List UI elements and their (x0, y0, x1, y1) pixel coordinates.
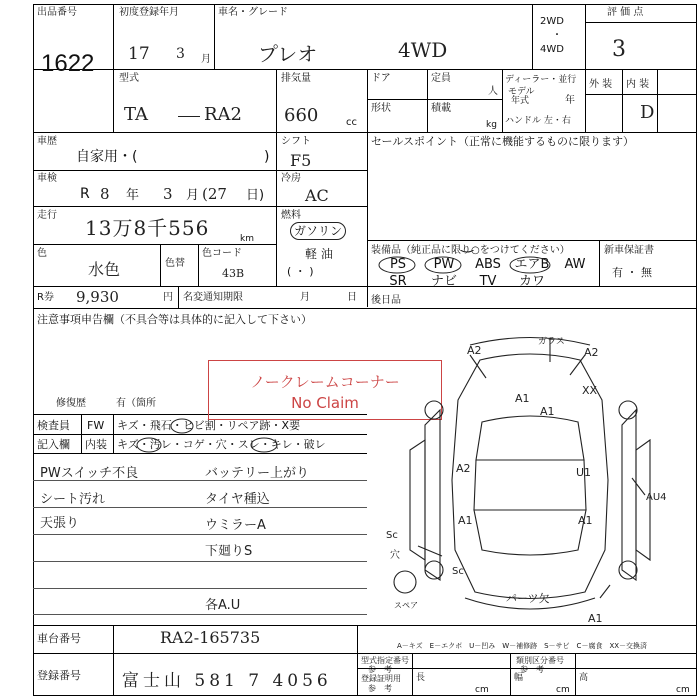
diagram-mark-11: A1 (578, 514, 593, 527)
equipment-leather: カワ (518, 274, 545, 289)
inspection-label: 車検 (37, 173, 57, 184)
diagram-mark-6: A1 (540, 405, 555, 418)
no-claim-stamp-jp: ノークレームコーナー (250, 373, 400, 391)
diagram-mark-14: Sc (452, 566, 464, 577)
warranty-values: 有 ・ 無 (612, 266, 652, 279)
handle-label: ハンドル 左・右 (505, 116, 571, 126)
note-right-4: 下廻りS (205, 544, 253, 559)
ac-value: AC (305, 186, 329, 205)
diagram-mark-10: A1 (458, 514, 473, 527)
height-label: 高 (579, 673, 589, 683)
model-dash (178, 116, 200, 117)
drive-2wd-label: 2WD (540, 16, 564, 27)
equipment-tv: TV (479, 274, 497, 289)
registration-cert-label: 登録証明用 (361, 674, 401, 683)
fw-label: FW (87, 419, 105, 432)
first-registration-label: 初度登録年月 (119, 7, 179, 18)
first-registration-month-unit: 月 (201, 54, 211, 65)
note-right-1: バッテリー上がり (205, 466, 310, 481)
length-label: 長 (416, 673, 426, 683)
name-change-deadline-label: 名変通知期限 (183, 292, 243, 303)
diagram-mark-7: A2 (456, 462, 471, 475)
car-damage-diagram (370, 330, 696, 620)
chassis-number-label: 車台番号 (37, 632, 81, 645)
equipment-airbag: エアB (514, 257, 550, 272)
name-change-month-unit: 月 (300, 292, 310, 303)
history-close: ) (264, 149, 270, 165)
class-number-label: 類別区分番号 (516, 656, 564, 665)
exterior-label: 外 装 (589, 79, 613, 90)
diagram-mark-8: U1 (576, 466, 592, 479)
warranty-label: 新車保証書 (604, 245, 654, 256)
registration-cert-sub: 参 考 (368, 684, 392, 693)
diagram-mark-9: AU4 (646, 492, 667, 503)
class-number-sub: 参 考 (520, 665, 544, 674)
equipment-navi: ナビ (430, 274, 457, 289)
designation-number-sub: 参 考 (368, 665, 392, 674)
note-left-2: シート汚れ (40, 492, 106, 507)
model-prefix: TA (124, 104, 149, 125)
height-unit: cm (676, 685, 690, 695)
equipment-circle-marks (367, 250, 599, 290)
inspection-year-unit: 年 (126, 188, 140, 203)
history-value: 自家用・( (76, 149, 138, 165)
interior-items: キズ・汚レ・コゲ・穴・スレ・キレ・破レ (117, 438, 326, 451)
fuel-label: 燃料 (281, 210, 301, 221)
car-name-value: プレオ (258, 42, 318, 66)
fuel-gasoline-circled: ガソリン (290, 222, 346, 240)
sales-point-label: セールスポイント（正常に機能するものに限ります） (371, 135, 635, 148)
shape-label: 形状 (371, 103, 391, 114)
checklist-circle-marks (113, 414, 367, 454)
diagram-mark-2: ガラス (538, 337, 565, 347)
displacement-label: 排気量 (281, 73, 311, 84)
model-year-label: モデル (508, 87, 535, 97)
width-unit: cm (556, 685, 570, 695)
drive-4wd-label: 4WD (540, 44, 564, 55)
recycle-value: 9,930 (76, 288, 119, 306)
length-unit: cm (475, 685, 489, 695)
mileage-label: 走行 (37, 210, 57, 221)
diagram-mark-1: A2 (467, 344, 482, 357)
equipment-aw: AW (564, 257, 586, 272)
diagram-mark-13: 穴 (390, 550, 400, 561)
color-label: 色 (37, 248, 47, 259)
first-registration-year: 17 (128, 44, 150, 64)
model-year-sub: 年式 (511, 96, 530, 106)
declaration-label: 注意事項申告欄（不具合等は具体的に記入して下さい） (37, 313, 312, 326)
spare-tire-label: スペア (394, 601, 418, 610)
interior-score-value: D (640, 102, 655, 123)
model-year-unit: 年 (565, 95, 575, 106)
plate-number-value: 富士山 581 7 4056 (122, 671, 332, 691)
entry-label: 記入欄 (37, 438, 70, 451)
diagram-mark-3: A2 (584, 346, 599, 359)
model-label: 型式 (119, 73, 139, 84)
shift-value: F5 (290, 151, 312, 170)
recycle-yen-unit: 円 (163, 292, 173, 303)
displacement-unit: cc (346, 117, 357, 128)
car-name-label: 車名・グレード (218, 7, 288, 18)
no-claim-stamp-en: No Claim (291, 394, 359, 412)
first-registration-month: 3 (176, 46, 185, 62)
diagram-mark-15: パーツ欠 (506, 592, 550, 605)
fw-items: キズ・飛石・ヒビ割・リペア跡・X要 (117, 419, 301, 432)
color-code-value: 43B (222, 267, 245, 280)
later-items-label: 後日品 (371, 295, 401, 306)
repair-history-value: 有（箇所 (116, 398, 156, 409)
equipment-pw: PW (433, 257, 455, 272)
fuel-paren: ( ・ ) (287, 265, 314, 278)
equipment-ps: PS (389, 257, 407, 272)
note-right-2: タイヤ種込 (205, 492, 270, 507)
inspector-label: 検査員 (37, 419, 70, 432)
diagram-mark-4: XX (582, 384, 598, 397)
dealer-label: ディーラー・並行 (505, 75, 577, 85)
inspection-day: (27 (202, 185, 227, 203)
mileage-unit: km (240, 234, 254, 244)
shift-label: シフト (281, 136, 311, 147)
equipment-sr: SR (389, 274, 407, 289)
interior-label: 内 装 (626, 79, 650, 90)
capacity-unit: 人 (488, 86, 498, 97)
color-code-label: 色コード (202, 248, 242, 259)
inspection-year: 8 (100, 185, 110, 203)
model-value: RA2 (204, 104, 243, 125)
history-label: 車歴 (37, 136, 57, 147)
repair-history-label: 修復歴 (56, 398, 86, 409)
evaluation-score-label: 評 価 点 (607, 7, 644, 18)
grade-value: 4WD (398, 38, 448, 62)
inspection-day-unit: 日) (246, 188, 265, 203)
recycle-label: R券 (37, 292, 54, 303)
drive-separator: ・ (552, 30, 562, 41)
lot-number-value: 1622 (41, 50, 95, 77)
width-label: 幅 (514, 673, 524, 683)
color-value: 水色 (88, 260, 121, 279)
diagram-mark-12: Sc (386, 530, 398, 541)
capacity-label: 定員 (431, 73, 451, 84)
damage-legend: A－キズ E－エクボ U－凹み W－補修跡 S－サビ C－腐食 XX－交換済 (397, 642, 648, 650)
lot-number-label: 出品番号 (37, 7, 77, 18)
interior-row-label: 内装 (85, 438, 107, 451)
door-label: ドア (371, 73, 391, 84)
inspection-month: 3 (163, 185, 173, 203)
plate-number-label: 登録番号 (37, 669, 81, 682)
fuel-light-oil: 軽 油 (305, 247, 333, 261)
ac-label: 冷房 (281, 173, 301, 184)
displacement-value: 660 (284, 105, 319, 126)
mileage-value: 13万8千556 (85, 216, 210, 240)
note-right-5: 各A.U (205, 598, 241, 613)
diagram-mark-5: A1 (515, 392, 530, 405)
chassis-number-value: RA2-165735 (160, 628, 261, 647)
equipment-label: 装備品（純正品に限り○をつけてください） (371, 245, 570, 256)
equipment-abs: ABS (475, 257, 501, 272)
name-change-day-unit: 日 (347, 292, 357, 303)
color-change-label: 色替 (165, 258, 185, 269)
designation-number-label: 型式指定番号 (361, 656, 409, 665)
note-left-1: PWスイッチ不良 (40, 466, 139, 481)
inspection-era: R (80, 186, 90, 202)
load-unit: kg (486, 120, 497, 130)
evaluation-score-value: 3 (612, 37, 626, 62)
diagram-mark-16: A1 (588, 612, 603, 625)
note-left-3: 天張り (40, 516, 80, 531)
inspection-month-unit: 月 (186, 188, 200, 203)
load-label: 積載 (431, 103, 451, 114)
note-right-3: ウミラーA (205, 518, 266, 533)
